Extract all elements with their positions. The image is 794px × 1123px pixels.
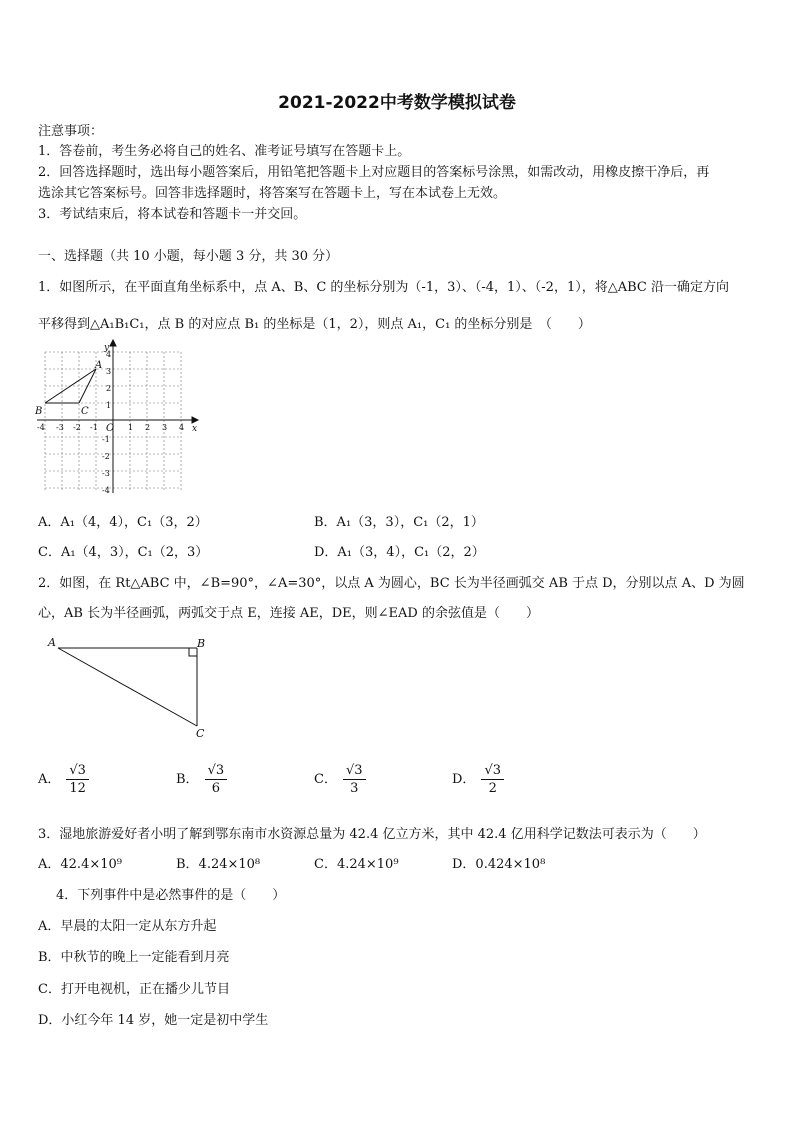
y-tick: -2 (102, 452, 110, 461)
y-tick: 3 (106, 367, 112, 376)
fraction (66, 763, 89, 796)
q2-option-a (38, 763, 89, 796)
x-tick: -2 (73, 423, 81, 432)
fraction-numerator: √3 (481, 763, 504, 780)
q1-option-b: B．A₁（3，3），C₁（2，1） (314, 515, 484, 530)
point-a-label: A (95, 360, 103, 371)
x-tick: -3 (56, 423, 64, 432)
notice-item-2a: 2．回答选择题时，选出每小题答案后，用铅笔把答题卡上对应题目的答案标号涂黑，如需改动，用橡皮擦干净后，再 (38, 165, 710, 180)
fraction-denominator: 6 (211, 781, 220, 796)
question-3-line-1: 3．湿地旅游爱好者小明了解到鄂东南市水资源总量为 42.4 亿立方米，其中 42.4 亿用科学记数法可表示为（ ） (38, 827, 706, 842)
vertex-c-label: C (196, 727, 205, 740)
notice-item-1: 1．答卷前，考生务必将自己的姓名、准考证号填写在答题卡上。 (38, 144, 411, 159)
x-tick: 2 (145, 423, 151, 432)
y-tick: 4 (106, 350, 112, 359)
fraction-numerator: √3 (343, 763, 366, 780)
q2-option-letter: B． (176, 772, 199, 787)
question-4-line-1: 4．下列事件中是必然事件的是（ ） (56, 888, 286, 903)
fraction (343, 763, 366, 796)
q1-option-c: C．A₁（4，3），C₁（2，3） (38, 545, 209, 560)
q3-option-d: D．0.424×10⁸ (452, 857, 546, 872)
q2-option-letter: D． (452, 772, 476, 787)
section-heading: 一、选择题（共 10 小题，每小题 3 分，共 30 分） (38, 249, 339, 264)
point-b-label: B (35, 406, 43, 417)
q3-option-b: B．4.24×10⁸ (176, 857, 261, 872)
origin-label: O (106, 423, 115, 434)
notice-heading: 注意事项： (38, 124, 104, 139)
coordinate-graph (32, 338, 202, 500)
y-tick: -1 (102, 435, 110, 444)
q1-option-a: A．A₁（4，4），C₁（3，2） (38, 515, 208, 530)
y-tick: 2 (106, 384, 112, 393)
q1-option-d: D．A₁（3，4），C₁（2，2） (314, 545, 485, 560)
x-tick: -1 (90, 423, 98, 432)
question-1-line-2: 平移得到△A₁B₁C₁，点 B 的对应点 B₁ 的坐标是（1，2），则点 A₁，C₁ 的坐标分别是 （ ） (38, 317, 591, 332)
q2-option-b (176, 763, 227, 796)
x-axis-label: x (192, 424, 198, 434)
q2-option-d (452, 763, 504, 796)
fraction-denominator: 12 (69, 781, 86, 796)
fraction-numerator: √3 (205, 763, 228, 780)
fraction (481, 763, 504, 796)
y-axis-label: y (104, 343, 110, 353)
q2-option-letter: A． (38, 772, 61, 787)
notice-item-2b: 选涂其它答案标号。回答非选择题时，将答案写在答题卡上，写在本试卷上无效。 (38, 186, 507, 201)
q3-option-c: C．4.24×10⁹ (314, 857, 399, 872)
triangle-figure (44, 634, 219, 744)
x-tick: 4 (179, 423, 185, 432)
y-tick: -4 (102, 486, 110, 495)
vertex-b-label: B (197, 637, 206, 650)
x-tick: 1 (128, 423, 134, 432)
fraction-denominator: 2 (488, 781, 497, 796)
q4-option-b: B．中秋节的晚上一定能看到月亮 (38, 950, 230, 965)
q2-option-letter: C． (314, 772, 337, 787)
fraction-denominator: 3 (350, 781, 359, 796)
q2-option-c (314, 763, 366, 796)
notice-item-3: 3．考试结束后，将本试卷和答题卡一并交回。 (38, 207, 307, 222)
point-c-label: C (81, 406, 89, 417)
question-2-line-1: 2．如图，在 Rt△ABC 中，∠B=90°，∠A=30°，以点 A 为圆心，BC 长为半径画弧交 AB 于点 D，分别以点 A、D 为圆 (38, 576, 745, 591)
question-1-line-1: 1．如图所示，在平面直角坐标系中，点 A、B、C 的坐标分别为（-1，3）、（-4，1）、（-2，1），将△ABC 沿一确定方向 (38, 280, 729, 295)
q4-option-a: A．早晨的太阳一定从东方升起 (38, 919, 217, 934)
page-title: 2021-2022中考数学模拟试卷 (278, 93, 516, 113)
x-tick: 3 (162, 423, 168, 432)
q4-option-d: D．小红今年 14 岁，她一定是初中学生 (38, 1013, 269, 1028)
fraction-numerator: √3 (66, 763, 89, 780)
q4-option-c: C．打开电视机，正在播少儿节目 (38, 982, 230, 997)
y-tick: 1 (106, 401, 112, 410)
fraction (205, 763, 228, 796)
question-2-line-2: 心，AB 长为半径画弧，两弧交于点 E，连接 AE，DE，则∠EAD 的余弦值是（ ） (38, 606, 539, 621)
x-tick: -4 (37, 423, 45, 432)
y-tick: -3 (102, 469, 110, 478)
vertex-a-label: A (48, 636, 56, 649)
q3-option-a: A．42.4×10⁹ (38, 857, 122, 872)
